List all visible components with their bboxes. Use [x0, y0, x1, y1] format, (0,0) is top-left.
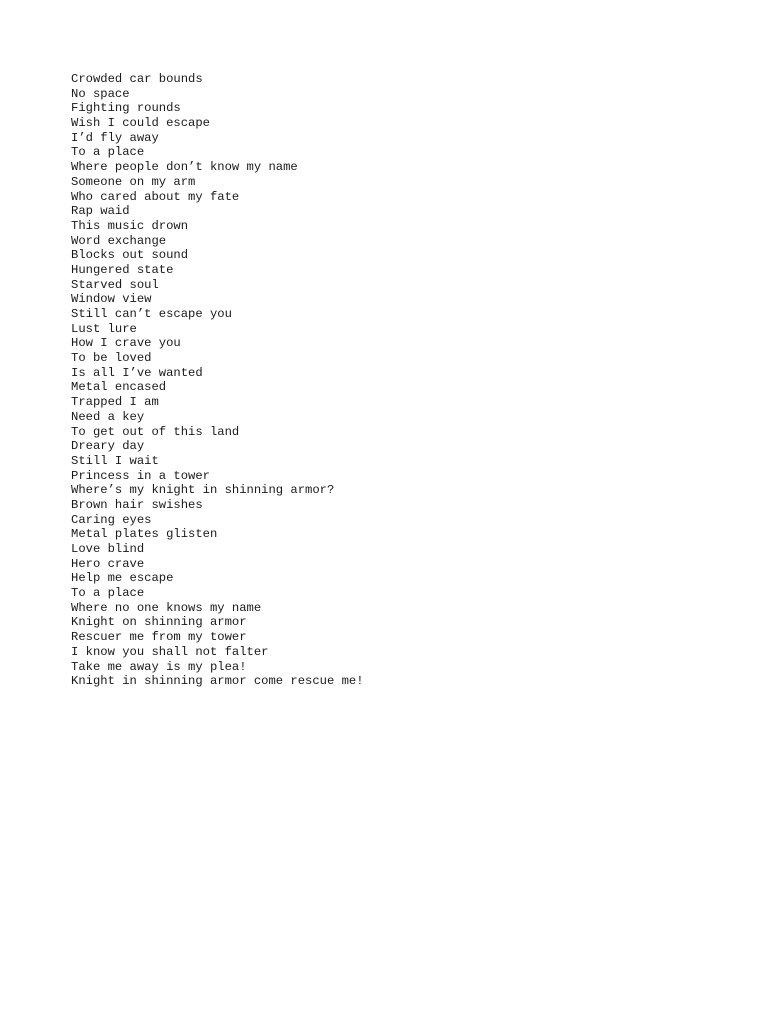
poem-line: Take me away is my plea! [71, 659, 247, 674]
poem-line: Hungered state [71, 262, 174, 277]
poem-line: Need a key [71, 409, 145, 424]
poem-line: Is all I’ve wanted [71, 365, 203, 380]
poem-line: Metal plates glisten [71, 527, 218, 542]
poem-line: Rap waid [71, 204, 130, 219]
poem-line: Still can’t escape you [71, 307, 232, 321]
poem-line: Fighting rounds [71, 101, 181, 116]
poem-line: To a place [71, 145, 145, 160]
poem-line: Who cared about my fate [71, 189, 240, 204]
poem-line: Where no one knows my name [71, 600, 262, 615]
poem-line: Where people don’t know my name [71, 160, 298, 175]
poem-line: Knight in shinning armor come rescue me! [71, 674, 364, 689]
poem-line: Trapped I am [71, 395, 159, 410]
poem-text [71, 72, 364, 689]
poem-line: Blocks out sound [71, 248, 189, 263]
poem-line: Starved soul [71, 277, 159, 292]
poem-line: I’d fly away [71, 130, 159, 145]
poem-line: Metal encased [71, 380, 167, 395]
poem-line: Someone on my arm [71, 174, 196, 189]
poem-line: Crowded car bounds [71, 72, 203, 86]
poem-line: Rescuer me from my tower [71, 630, 247, 645]
poem-line: Where’s my knight in shinning armor? [71, 483, 335, 498]
poem-line: How I crave you [71, 336, 181, 351]
poem-line: This music drown [71, 218, 189, 233]
poem-line: No space [71, 86, 130, 101]
poem-line: Dreary day [71, 439, 145, 454]
poem-line: Window view [71, 292, 152, 307]
poem-line: I know you shall not falter [71, 644, 269, 659]
poem-line: Wish I could escape [71, 116, 210, 131]
poem-line: Hero crave [71, 556, 145, 571]
poem-line: To a place [71, 586, 145, 601]
poem-line: Love blind [71, 542, 145, 556]
poem-line: Still I wait [71, 453, 159, 468]
poem-line: Help me escape [71, 571, 174, 586]
poem-line: Caring eyes [71, 512, 152, 527]
poem-line: To get out of this land [71, 424, 240, 439]
poem-line: Brown hair swishes [71, 497, 203, 512]
poem-line: Knight on shinning armor [71, 615, 247, 630]
poem-line: Lust lure [71, 321, 137, 336]
poem-line: Princess in a tower [71, 468, 210, 483]
poem-line: Word exchange [71, 233, 167, 248]
poem-line: To be loved [71, 351, 152, 366]
